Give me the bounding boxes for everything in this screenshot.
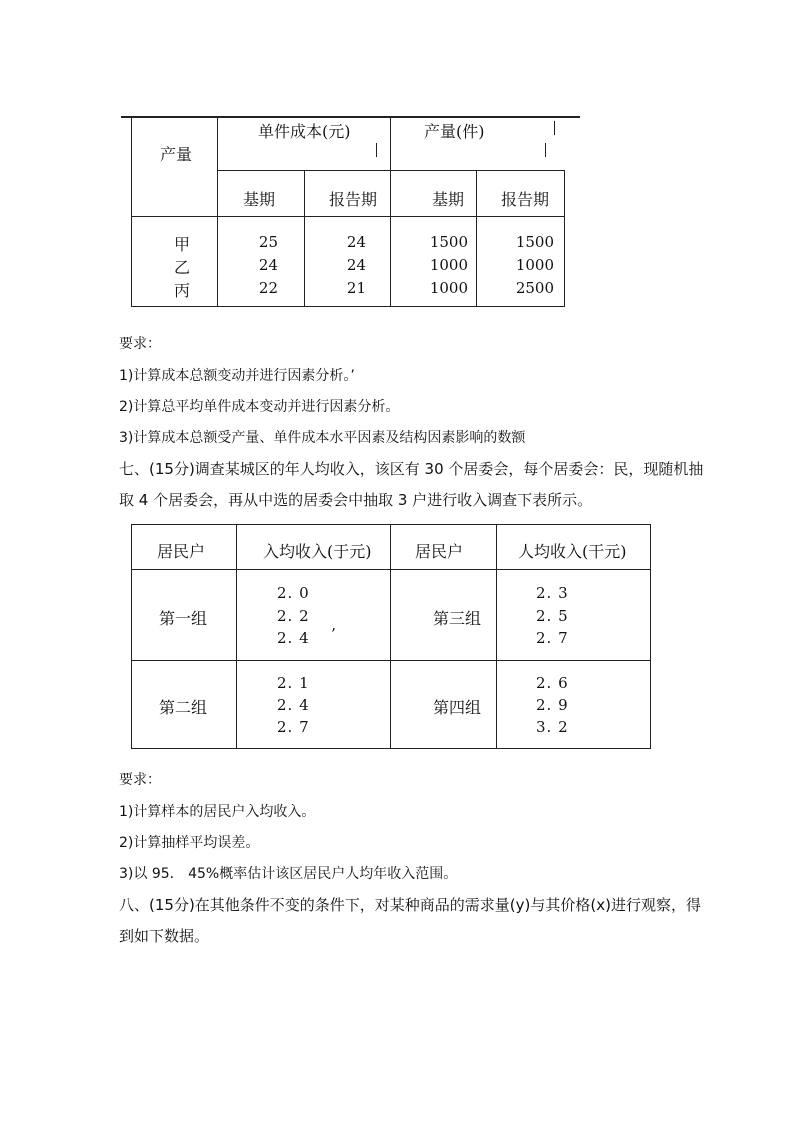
question-7-line-2: 取 4 个居委会，再从中选的居委会中抽取 3 户进行收入调查下表所示。 xyxy=(119,491,593,509)
table1-divider-1 xyxy=(217,118,218,307)
table1-right-border xyxy=(564,171,565,307)
table-cell: 1000 xyxy=(429,256,468,274)
table1-header-rule xyxy=(131,216,565,217)
income-value: 2. 7 xyxy=(277,718,310,736)
table1-divider-3 xyxy=(390,118,391,307)
table1-divider-4 xyxy=(476,171,477,307)
income-value: 2. 0 xyxy=(277,584,310,602)
table1-left-border xyxy=(131,118,132,307)
sub-header-report-output: 报告期 xyxy=(501,190,550,209)
table1-tick-2 xyxy=(545,143,546,157)
table-cell: 22 xyxy=(258,279,278,297)
table-cell: 25 xyxy=(258,233,278,251)
table2-divider-3 xyxy=(496,524,497,749)
table2-mid-rule xyxy=(131,660,651,661)
income-value: 2. 4 xyxy=(277,696,310,714)
income-value: 2. 6 xyxy=(536,674,569,692)
header-income-right: 人均收入(干元) xyxy=(518,542,627,561)
stray-mark: ’ xyxy=(331,625,337,643)
header-output: 产量(件) xyxy=(424,122,485,141)
header-resident-left: 居民户 xyxy=(157,542,206,561)
requirement-2-1: 1)计算样本的居民户入均收入。 xyxy=(119,804,316,820)
table1-tick-1 xyxy=(376,143,377,157)
table-cell: 24 xyxy=(258,256,278,274)
income-value: 2. 1 xyxy=(277,674,310,692)
table2-header-rule xyxy=(131,569,651,570)
table-row-name: 甲 xyxy=(174,235,191,254)
table-cell: 21 xyxy=(346,279,366,297)
income-value: 2. 5 xyxy=(536,607,569,625)
income-value: 2. 4 xyxy=(277,629,310,647)
table2-left-border xyxy=(131,524,132,749)
question-7-line-1: 七、(15分)调查某城区的年人均收入，该区有 30 个居委会，每个居委会：民，现随机抽 xyxy=(119,460,704,478)
sub-header-base-cost: 基期 xyxy=(243,190,276,209)
table-row-name: 丙 xyxy=(174,281,191,300)
requirement-2-2: 2)计算抽样平均误差。 xyxy=(119,835,260,851)
group-name: 第二组 xyxy=(159,698,208,717)
income-value: 2. 2 xyxy=(277,607,310,625)
requirement-1: 1)计算成本总额变动并进行因素分析。’ xyxy=(119,368,355,384)
table-row-name: 乙 xyxy=(174,258,191,277)
requirements-heading: 要求： xyxy=(119,336,161,352)
question-8-line-1: 八、(15分)在其他条件不变的条件下，对某种商品的需求量(y)与其价格(x)进行观察，得 xyxy=(119,896,701,914)
table2-top-rule xyxy=(131,524,651,525)
income-value: 2. 9 xyxy=(536,696,569,714)
requirement-2-3: 3)以 95． 45%概率估计该区居民户人均年收入范围。 xyxy=(119,866,458,882)
question-8-line-2: 到如下数据。 xyxy=(119,927,210,945)
table1-bottom-rule xyxy=(131,306,565,307)
requirements-heading-2: 要求： xyxy=(119,772,161,788)
income-value: 2. 3 xyxy=(536,584,569,602)
requirement-3: 3)计算成本总额受产量、单件成本水平因素及结构因素影响的数额 xyxy=(119,430,526,446)
table-cell: 1000 xyxy=(429,279,468,297)
income-value: 2. 7 xyxy=(536,629,569,647)
table-cell: 1000 xyxy=(515,256,554,274)
group-name: 第四组 xyxy=(433,698,482,717)
header-product: 产量 xyxy=(160,145,193,164)
header-resident-right: 居民户 xyxy=(415,542,464,561)
income-value: 3. 2 xyxy=(536,718,569,736)
sub-header-report-cost: 报告期 xyxy=(329,190,378,209)
table2-divider-1 xyxy=(236,524,237,749)
table-cell: 1500 xyxy=(515,233,554,251)
header-income-left: 入均收入(于元) xyxy=(263,542,372,561)
table2-divider-2 xyxy=(390,524,391,749)
table1-divider-2 xyxy=(304,171,305,307)
table2-bottom-rule xyxy=(131,748,651,749)
sub-header-base-output: 基期 xyxy=(432,190,465,209)
table-cell: 24 xyxy=(346,233,366,251)
table2-right-border xyxy=(650,524,651,749)
requirement-2: 2)计算总平均单件成本变动并进行因素分析。 xyxy=(119,399,400,415)
table1-mid-rule xyxy=(217,170,565,171)
table-cell: 24 xyxy=(346,256,366,274)
header-unit-cost: 单件成本(元) xyxy=(258,122,351,141)
table1-tick-3 xyxy=(554,121,555,135)
group-name: 第一组 xyxy=(159,609,208,628)
group-name: 第三组 xyxy=(433,609,482,628)
table-cell: 1500 xyxy=(429,233,468,251)
table1-top-rule xyxy=(121,116,580,118)
table-cell: 2500 xyxy=(515,279,554,297)
